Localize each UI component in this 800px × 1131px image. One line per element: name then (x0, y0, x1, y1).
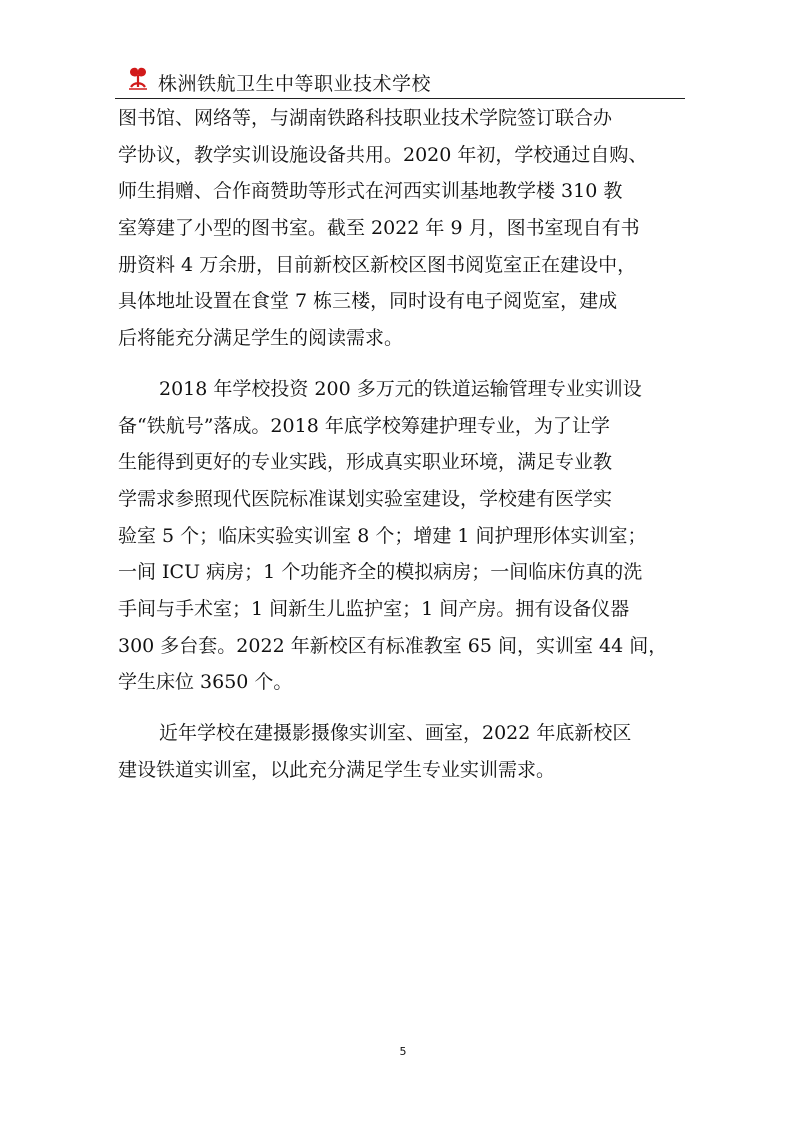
text-line: 册资料 4 万余册，目前新校区新校区图书阅览室正在建设中， (118, 253, 637, 276)
paragraph-training-facilities (118, 371, 690, 701)
text-line: 300 多台套。2022 年新校区有标准教室 65 间，实训室 44 间， (118, 634, 668, 657)
paragraph-gap (118, 357, 690, 371)
text-line: 学协议，教学实训设施设备共用。2020 年初，学校通过自购、 (118, 143, 648, 166)
paragraph-new-construction (118, 715, 690, 788)
text-line: 师生捐赠、合作商赞助等形式在河西实训基地教学楼 310 教 (118, 180, 623, 203)
text-line: 室筹建了小型的图书室。截至 2022 年 9 月，图书室现自有书 (118, 217, 640, 240)
text-line: 一间 ICU 病房；1 个功能齐全的模拟病房；一间临床仿真的洗 (118, 561, 643, 584)
text-line: 验室 5 个；临床实验实训室 8 个；增建 1 间护理形体实训室； (118, 524, 647, 547)
text-line: 具体地址设置在食堂 7 栋三楼，同时设有电子阅览室，建成 (118, 290, 618, 313)
text-line: 生能得到更好的专业实践，形成真实职业环境，满足专业教 (118, 451, 613, 474)
paragraph-gap (118, 701, 690, 715)
text-line: 学生床位 3650 个。 (118, 671, 293, 694)
text-line: 2018 年学校投资 200 多万元的铁道运输管理专业实训设 (159, 377, 642, 400)
text-line: 建设铁道实训室，以此充分满足学生专业实训需求。 (118, 758, 556, 781)
school-logo-icon (127, 66, 149, 90)
paragraph-library (118, 100, 690, 357)
text-line: 手间与手术室；1 间新生儿监护室；1 间产房。拥有设备仪器 (118, 597, 630, 620)
page-header (115, 62, 685, 99)
page-number: 5 (399, 1045, 407, 1058)
text-line: 后将能充分满足学生的阅读需求。 (118, 327, 404, 350)
school-name: 株洲铁航卫生中等职业技术学校 (158, 73, 432, 95)
text-line: 学需求参照现代医院标准谋划实验室建设，学校建有医学实 (118, 487, 613, 510)
text-line: 备“铁航号”落成。2018 年底学校筹建护理专业，为了让学 (118, 414, 610, 437)
text-line: 近年学校在建摄影摄像实训室、画室，2022 年底新校区 (159, 722, 632, 744)
text-line: 图书馆、网络等，与湖南铁路科技职业技术学院签订联合办 (118, 107, 613, 129)
document-body (118, 100, 690, 788)
